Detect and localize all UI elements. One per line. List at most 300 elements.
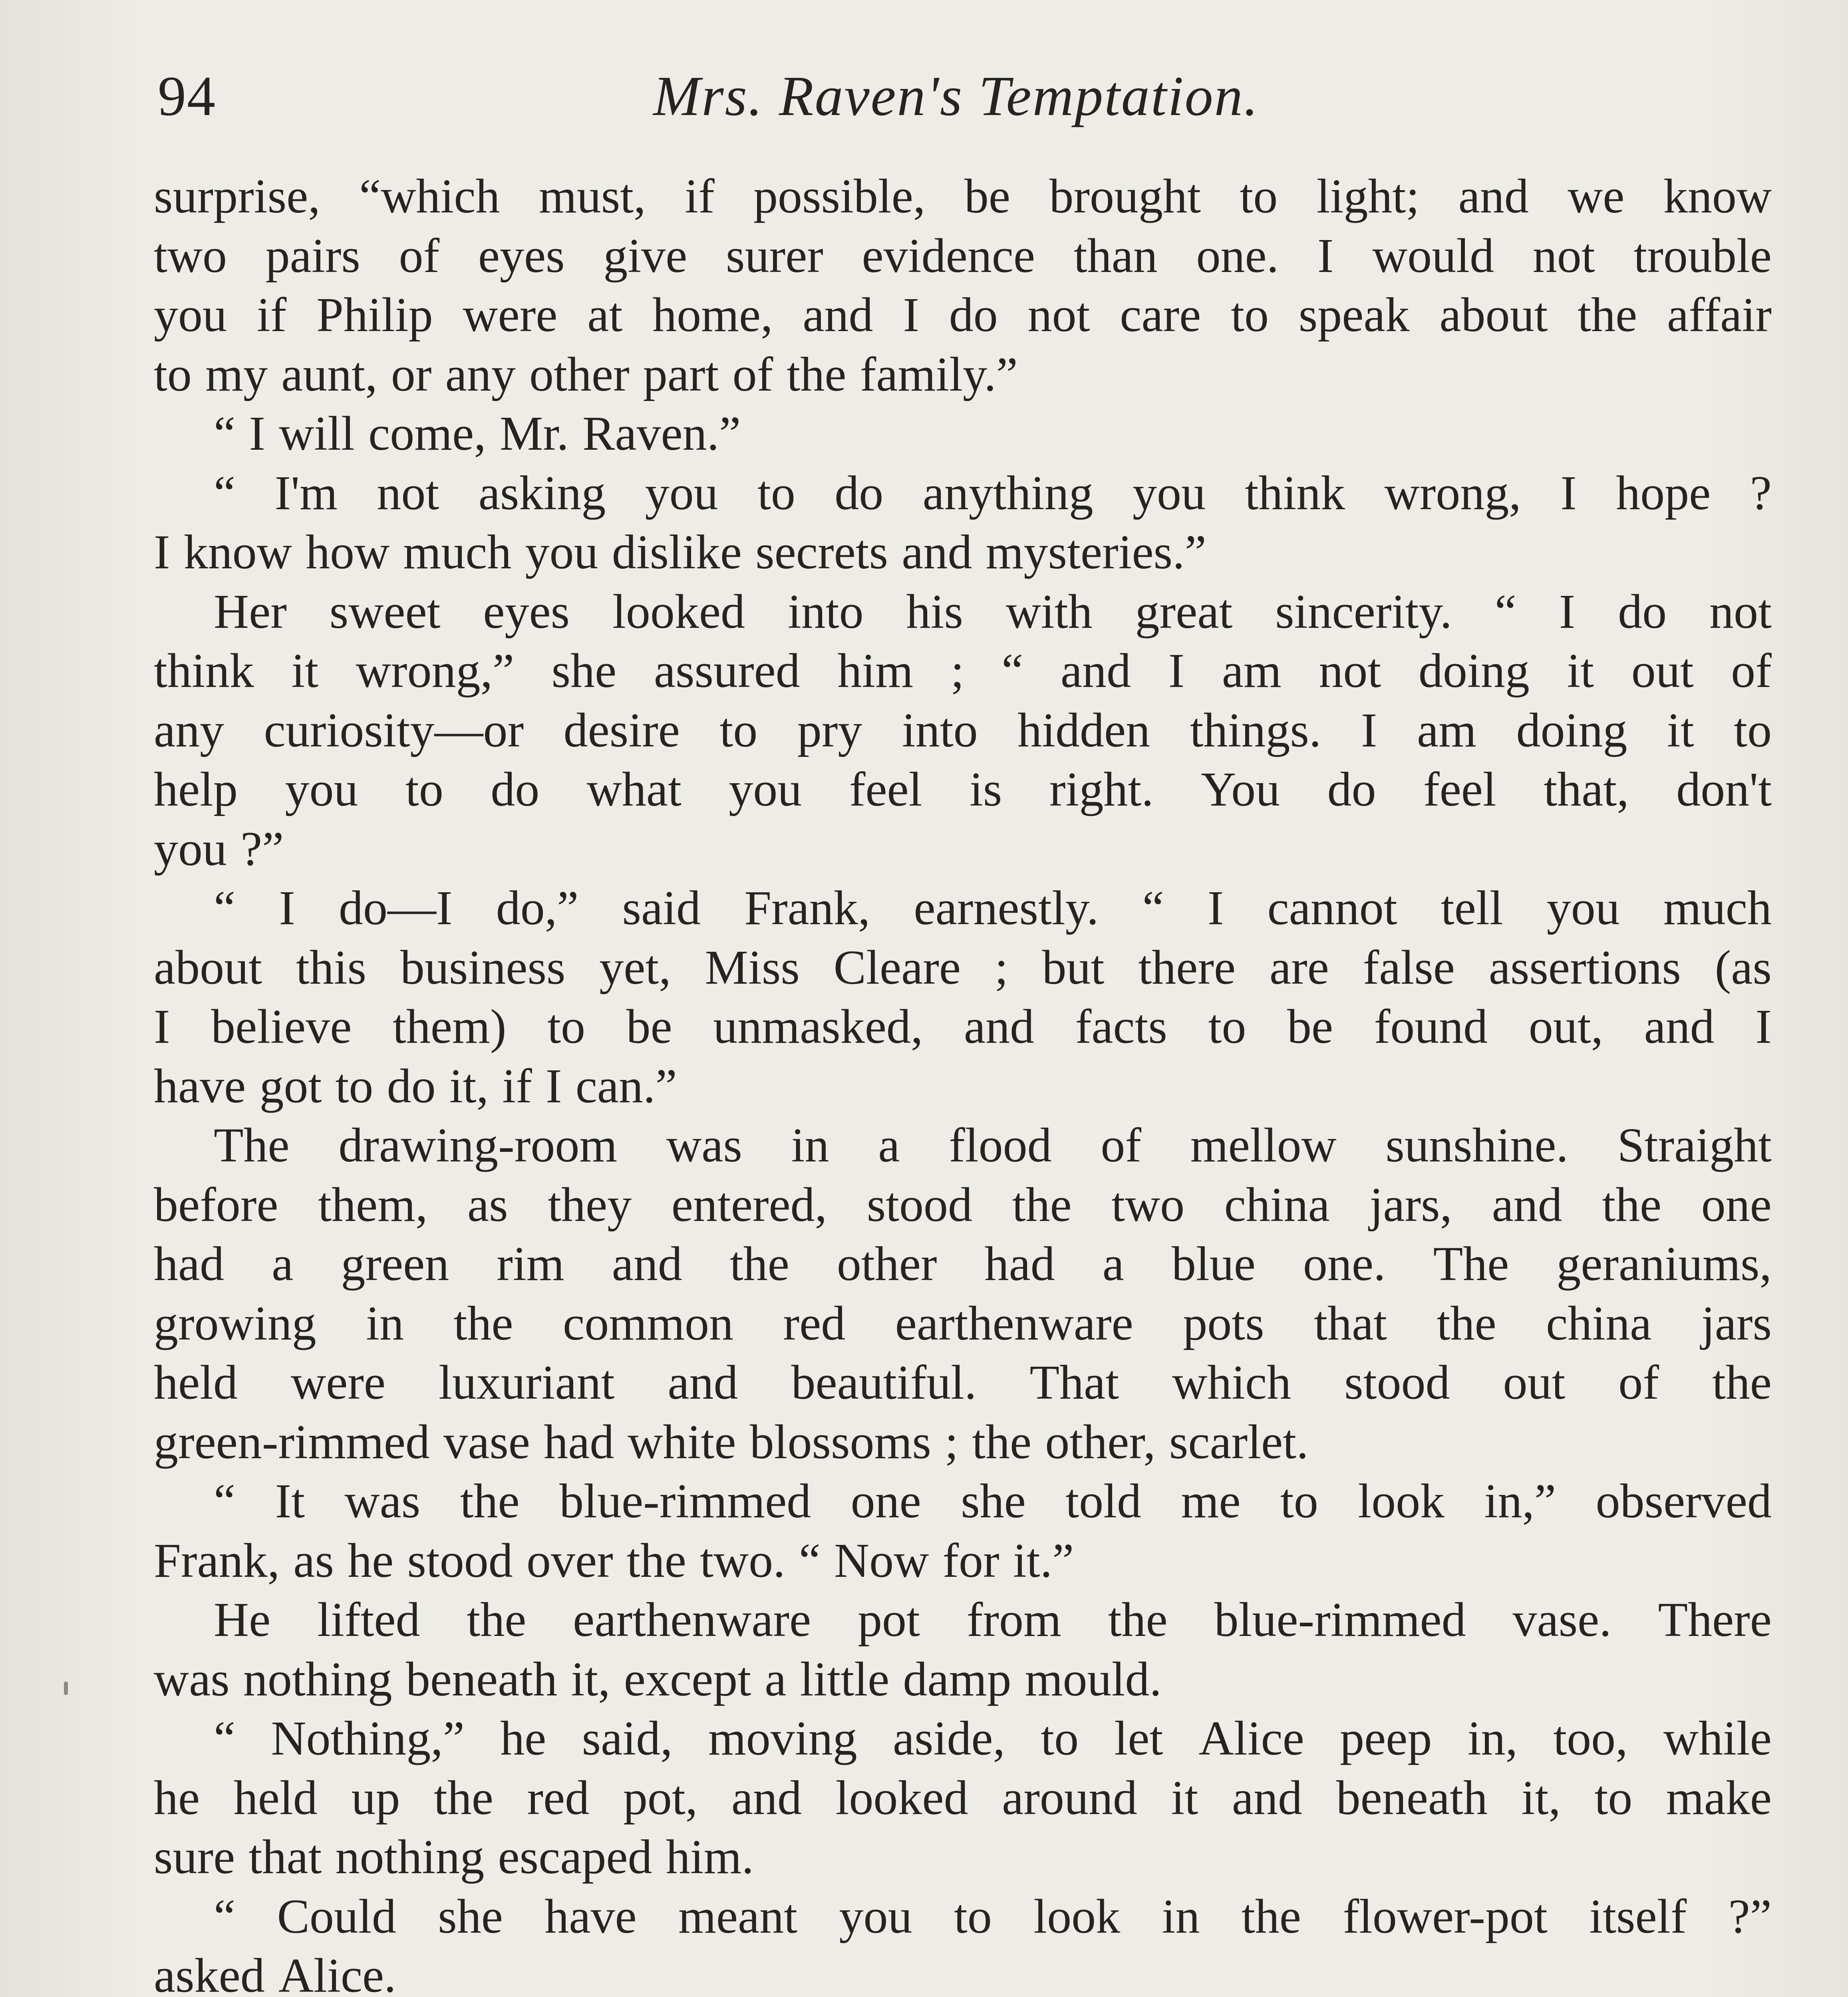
- word: to: [1280, 1474, 1318, 1528]
- text-line: [154, 1887, 1772, 1947]
- word: the: [1602, 1177, 1662, 1232]
- word: will: [279, 407, 355, 461]
- word: the: [467, 1593, 527, 1647]
- word: which: [1172, 1356, 1292, 1409]
- word: is: [970, 762, 1002, 816]
- word: the: [1437, 1296, 1496, 1350]
- word: care: [1120, 288, 1201, 342]
- word: of: [1101, 1118, 1141, 1172]
- word: think: [154, 644, 254, 698]
- word: surprise,: [154, 169, 320, 223]
- word: held: [233, 1771, 318, 1825]
- word: to: [1594, 1771, 1633, 1825]
- word: or: [391, 347, 432, 401]
- word: she: [551, 644, 617, 698]
- word: the: [972, 1415, 1032, 1469]
- word: have: [544, 1889, 637, 1943]
- text-line: [154, 1057, 1772, 1116]
- word: china: [1546, 1296, 1652, 1350]
- word: earthenware: [895, 1296, 1133, 1350]
- word: asked: [154, 1949, 265, 1997]
- word: growing: [154, 1296, 316, 1350]
- word: not: [1319, 644, 1381, 698]
- word: to: [757, 466, 795, 520]
- word: you: [839, 1889, 912, 1943]
- word: it: [1567, 644, 1594, 698]
- word: curiosity—or: [264, 703, 524, 757]
- text-line: [154, 1353, 1772, 1413]
- word: I: [154, 525, 170, 579]
- word: in: [366, 1296, 404, 1350]
- word: yet,: [599, 940, 671, 995]
- word: flood: [949, 1118, 1052, 1172]
- word: a: [878, 1118, 900, 1172]
- word: drawing-room: [338, 1118, 618, 1172]
- word: red: [783, 1296, 846, 1350]
- word: don't: [1676, 762, 1772, 816]
- word: luxuriant: [438, 1356, 615, 1409]
- word: green-rimmed: [154, 1415, 430, 1469]
- word: affair: [1667, 288, 1772, 342]
- word: moving: [708, 1711, 857, 1765]
- word: Nothing,”: [271, 1711, 465, 1765]
- word: things.: [1190, 703, 1321, 757]
- word: blue: [1171, 1237, 1256, 1291]
- word: “: [214, 881, 236, 935]
- word: I: [1755, 1000, 1772, 1054]
- text-line: [154, 701, 1772, 760]
- word: in,”: [1484, 1474, 1556, 1528]
- text-line: [154, 1116, 1772, 1175]
- word: to: [335, 1059, 374, 1113]
- word: right.: [1049, 762, 1154, 816]
- word: blue-rimmed: [559, 1474, 811, 1528]
- word: and: [612, 1237, 682, 1291]
- word: know: [183, 525, 292, 579]
- word: give: [603, 228, 688, 283]
- word: light;: [1316, 169, 1420, 223]
- word: one: [1701, 1177, 1772, 1232]
- word: china: [1224, 1177, 1330, 1232]
- word: looked: [835, 1771, 968, 1825]
- word: at: [587, 288, 623, 342]
- word: if: [502, 1059, 532, 1113]
- word: possible,: [753, 169, 926, 223]
- word: (as: [1715, 940, 1772, 995]
- word: before: [154, 1177, 278, 1232]
- word: the: [460, 1474, 520, 1528]
- word: blue-rimmed: [1214, 1593, 1466, 1647]
- word: not: [1709, 584, 1772, 639]
- word: and: [1232, 1771, 1302, 1825]
- word: ?”: [240, 822, 284, 876]
- word: told: [1065, 1474, 1142, 1528]
- word: pots: [1183, 1296, 1264, 1350]
- word: evidence: [862, 228, 1035, 283]
- word: ;: [994, 940, 1008, 995]
- word: than: [1073, 228, 1158, 283]
- word: observed: [1596, 1474, 1772, 1528]
- text-line: [154, 997, 1772, 1057]
- word: would: [1372, 228, 1494, 283]
- word: what: [586, 762, 682, 816]
- text-line: [154, 1175, 1772, 1235]
- word: that: [1314, 1296, 1387, 1350]
- word: out: [1503, 1356, 1566, 1409]
- word: I: [1317, 228, 1334, 283]
- word: pairs: [265, 228, 360, 283]
- word: do: [949, 288, 998, 342]
- word: common: [563, 1296, 733, 1350]
- text-line: [154, 167, 1772, 226]
- word: were: [290, 1356, 386, 1409]
- text-line: [154, 1828, 1772, 1887]
- word: make: [1666, 1771, 1772, 1825]
- word: if: [685, 169, 715, 223]
- text-line: [154, 1472, 1772, 1531]
- word: to: [719, 703, 758, 757]
- word: if: [256, 288, 287, 342]
- word: tell: [1441, 881, 1503, 935]
- word: desire: [563, 703, 680, 757]
- word: aunt,: [281, 347, 378, 401]
- text-line: [154, 1946, 1772, 1997]
- word: you: [1546, 881, 1620, 935]
- text-line: [154, 820, 1772, 879]
- word: entered,: [671, 1177, 827, 1232]
- word: had: [154, 1237, 225, 1291]
- word: Raven.”: [582, 407, 741, 461]
- word: one.: [1303, 1237, 1386, 1291]
- word: from: [966, 1593, 1061, 1647]
- word: I'm: [274, 466, 338, 520]
- word: ?”: [1728, 1889, 1772, 1943]
- word: know: [1663, 169, 1772, 223]
- word: of: [1618, 1356, 1659, 1409]
- word: Could: [277, 1889, 396, 1943]
- word: geraniums,: [1556, 1237, 1772, 1291]
- word: to: [1240, 169, 1278, 223]
- word: brought: [1049, 169, 1201, 223]
- word: look: [1358, 1474, 1445, 1528]
- word: one: [850, 1474, 921, 1528]
- word: too,: [1553, 1711, 1628, 1765]
- word: “: [799, 1533, 821, 1588]
- word: was: [666, 1118, 742, 1172]
- word: mellow: [1190, 1118, 1337, 1172]
- word: doing: [1418, 644, 1530, 698]
- word: were: [463, 288, 558, 342]
- word: you: [1132, 466, 1206, 520]
- word: do: [491, 762, 540, 816]
- word: to: [1231, 288, 1269, 342]
- word: sincerity.: [1275, 584, 1452, 639]
- word: any: [445, 347, 516, 401]
- word: held: [154, 1356, 238, 1409]
- word: anything: [922, 466, 1093, 520]
- text-line: [154, 464, 1772, 523]
- word: lifted: [317, 1593, 420, 1647]
- word: the: [433, 1771, 493, 1825]
- word: the: [453, 1296, 513, 1350]
- word: family.”: [860, 347, 1018, 401]
- word: this: [296, 940, 367, 995]
- word: it: [1667, 703, 1694, 757]
- word: he: [348, 1533, 394, 1588]
- word: to: [1208, 1000, 1246, 1054]
- word: sunshine.: [1385, 1118, 1568, 1172]
- word: Straight: [1617, 1118, 1772, 1172]
- word: in: [791, 1118, 829, 1172]
- word: do: [1618, 584, 1667, 639]
- word: assured: [654, 644, 800, 698]
- word: wrong,: [1384, 466, 1521, 520]
- word: you: [645, 466, 718, 520]
- text-line: [154, 641, 1772, 701]
- word: “: [1001, 644, 1023, 698]
- word: into: [902, 703, 978, 757]
- word: to: [1041, 1711, 1079, 1765]
- word: dislike: [612, 525, 742, 579]
- word: mysteries.”: [986, 525, 1206, 579]
- word: ?: [1750, 466, 1772, 520]
- word: except: [624, 1652, 751, 1706]
- word: to: [547, 1000, 585, 1054]
- word: meant: [678, 1889, 798, 1943]
- body-text: [154, 167, 1772, 1997]
- word: Mr.: [499, 407, 569, 461]
- word: it,: [571, 1652, 610, 1706]
- word: Alice.: [278, 1949, 396, 1997]
- word: I: [154, 1000, 170, 1054]
- word: ;: [945, 1415, 958, 1469]
- word: but: [1042, 940, 1105, 995]
- word: wrong,”: [356, 644, 515, 698]
- word: asking: [478, 466, 606, 520]
- word: the: [729, 1237, 789, 1291]
- word: “: [214, 1474, 236, 1528]
- word: to: [154, 347, 192, 401]
- word: jars,: [1369, 1177, 1452, 1232]
- word: The: [1433, 1237, 1509, 1291]
- word: not: [1532, 228, 1595, 283]
- word: little: [800, 1652, 890, 1706]
- word: Frank,: [154, 1533, 280, 1588]
- word: we: [1568, 169, 1625, 223]
- word: stood: [407, 1533, 513, 1588]
- word: the: [1578, 288, 1637, 342]
- word: it: [291, 644, 319, 698]
- word: do: [1327, 762, 1376, 816]
- word: how: [306, 525, 390, 579]
- word: about: [1439, 288, 1548, 342]
- word: you: [525, 525, 598, 579]
- word: you: [154, 288, 227, 342]
- word: hidden: [1017, 703, 1151, 757]
- word: beneath: [1336, 1771, 1488, 1825]
- word: the: [1712, 1356, 1772, 1409]
- text-line: [154, 523, 1772, 582]
- word: be: [626, 1000, 672, 1054]
- word: itself: [1589, 1889, 1687, 1943]
- word: and: [964, 1000, 1035, 1054]
- word: can.”: [575, 1059, 677, 1113]
- word: and: [1458, 169, 1529, 223]
- text-line: [154, 345, 1772, 405]
- word: white: [628, 1415, 736, 1469]
- word: his: [906, 584, 963, 639]
- word: “: [1142, 881, 1164, 935]
- word: stood: [866, 1177, 973, 1232]
- word: into: [787, 584, 864, 639]
- word: the: [1012, 1177, 1072, 1232]
- word: facts: [1075, 1000, 1167, 1054]
- word: beautiful.: [791, 1356, 977, 1409]
- word: great: [1135, 584, 1233, 639]
- word: think: [1245, 466, 1345, 520]
- word: false: [1363, 940, 1455, 995]
- word: in: [1162, 1889, 1200, 1943]
- word: that: [248, 1830, 322, 1884]
- word: I: [249, 407, 265, 461]
- text-line: [154, 1650, 1772, 1709]
- word: part: [643, 347, 719, 401]
- word: and: [668, 1356, 738, 1409]
- text-line: [154, 286, 1772, 345]
- word: to: [1734, 703, 1772, 757]
- word: beneath: [405, 1652, 558, 1706]
- page-speck: [64, 1681, 68, 1695]
- word: vase.: [1512, 1593, 1612, 1647]
- word: they: [548, 1177, 632, 1232]
- word: business: [400, 940, 566, 995]
- word: she: [961, 1474, 1026, 1528]
- text-line: [154, 879, 1772, 938]
- word: other: [837, 1237, 937, 1291]
- word: earnestly.: [914, 881, 1099, 935]
- text-line: [154, 1709, 1772, 1769]
- word: “: [214, 466, 236, 520]
- word: unmasked,: [713, 1000, 923, 1054]
- word: surer: [725, 228, 823, 283]
- word: there: [1138, 940, 1236, 995]
- word: two: [1111, 1177, 1185, 1232]
- text-line: [154, 1531, 1772, 1591]
- word: of: [399, 228, 440, 283]
- word: had: [544, 1415, 614, 1469]
- word: I: [1560, 466, 1577, 520]
- word: trouble: [1633, 228, 1772, 283]
- word: do—I: [339, 881, 453, 935]
- text-line: [154, 1235, 1772, 1294]
- word: you: [285, 762, 358, 816]
- page-header: [158, 56, 1700, 140]
- word: a: [272, 1237, 294, 1291]
- word: damp: [903, 1652, 1011, 1706]
- text-line: [154, 1413, 1772, 1472]
- word: over: [526, 1533, 613, 1588]
- word: do: [835, 466, 884, 520]
- word: look: [1033, 1889, 1121, 1943]
- word: I: [1168, 644, 1185, 698]
- word: are: [1269, 940, 1329, 995]
- word: stood: [1344, 1356, 1450, 1409]
- word: let: [1114, 1711, 1163, 1765]
- word: do,”: [496, 881, 579, 935]
- word: must,: [539, 169, 646, 223]
- word: I: [1207, 881, 1224, 935]
- word: my: [205, 347, 268, 401]
- text-line: [154, 760, 1772, 820]
- word: the: [787, 347, 847, 401]
- text-line: [154, 1294, 1772, 1354]
- word: help: [154, 762, 238, 816]
- word: and: [803, 288, 873, 342]
- word: the: [626, 1533, 686, 1588]
- word: up: [351, 1771, 400, 1825]
- word: the: [1108, 1593, 1168, 1647]
- word: other,: [1045, 1415, 1156, 1469]
- word: as: [467, 1177, 508, 1232]
- word: he: [500, 1711, 546, 1765]
- word: it,: [449, 1059, 489, 1113]
- word: scarlet.: [1169, 1415, 1309, 1469]
- word: “: [214, 407, 236, 461]
- word: “: [214, 1889, 236, 1943]
- word: Frank,: [744, 881, 870, 935]
- word: of: [1731, 644, 1772, 698]
- word: believe: [211, 1000, 352, 1054]
- text-line: [154, 404, 1772, 464]
- word: Her: [214, 584, 287, 639]
- word: was: [344, 1474, 421, 1528]
- word: it,: [1521, 1771, 1561, 1825]
- word: earthenware: [573, 1593, 811, 1647]
- word: I: [903, 288, 919, 342]
- word: to: [405, 762, 443, 816]
- word: a: [765, 1652, 787, 1706]
- word: I: [545, 1059, 562, 1113]
- word: it.”: [1013, 1533, 1074, 1588]
- word: for: [942, 1533, 1000, 1588]
- word: said: [622, 881, 701, 935]
- word: much: [403, 525, 512, 579]
- word: was: [154, 1652, 230, 1706]
- word: out,: [1528, 1000, 1604, 1054]
- word: around: [1002, 1771, 1137, 1825]
- word: you: [729, 762, 802, 816]
- word: aside,: [892, 1711, 1005, 1765]
- word: blossoms: [749, 1415, 931, 1469]
- word: That: [1029, 1356, 1119, 1409]
- word: Now: [834, 1533, 929, 1588]
- word: secrets: [755, 525, 888, 579]
- word: I: [1559, 584, 1576, 639]
- word: and: [902, 525, 972, 579]
- word: said,: [582, 1711, 673, 1765]
- word: in,: [1467, 1711, 1518, 1765]
- word: pot: [857, 1593, 920, 1647]
- text-line: [154, 1769, 1772, 1828]
- word: got: [259, 1059, 322, 1113]
- word: nothing: [243, 1652, 392, 1706]
- word: speak: [1298, 288, 1410, 342]
- word: you: [154, 822, 227, 876]
- word: them,: [318, 1177, 428, 1232]
- word: two.: [700, 1533, 785, 1588]
- word: ;: [950, 644, 964, 698]
- word: doing: [1516, 703, 1627, 757]
